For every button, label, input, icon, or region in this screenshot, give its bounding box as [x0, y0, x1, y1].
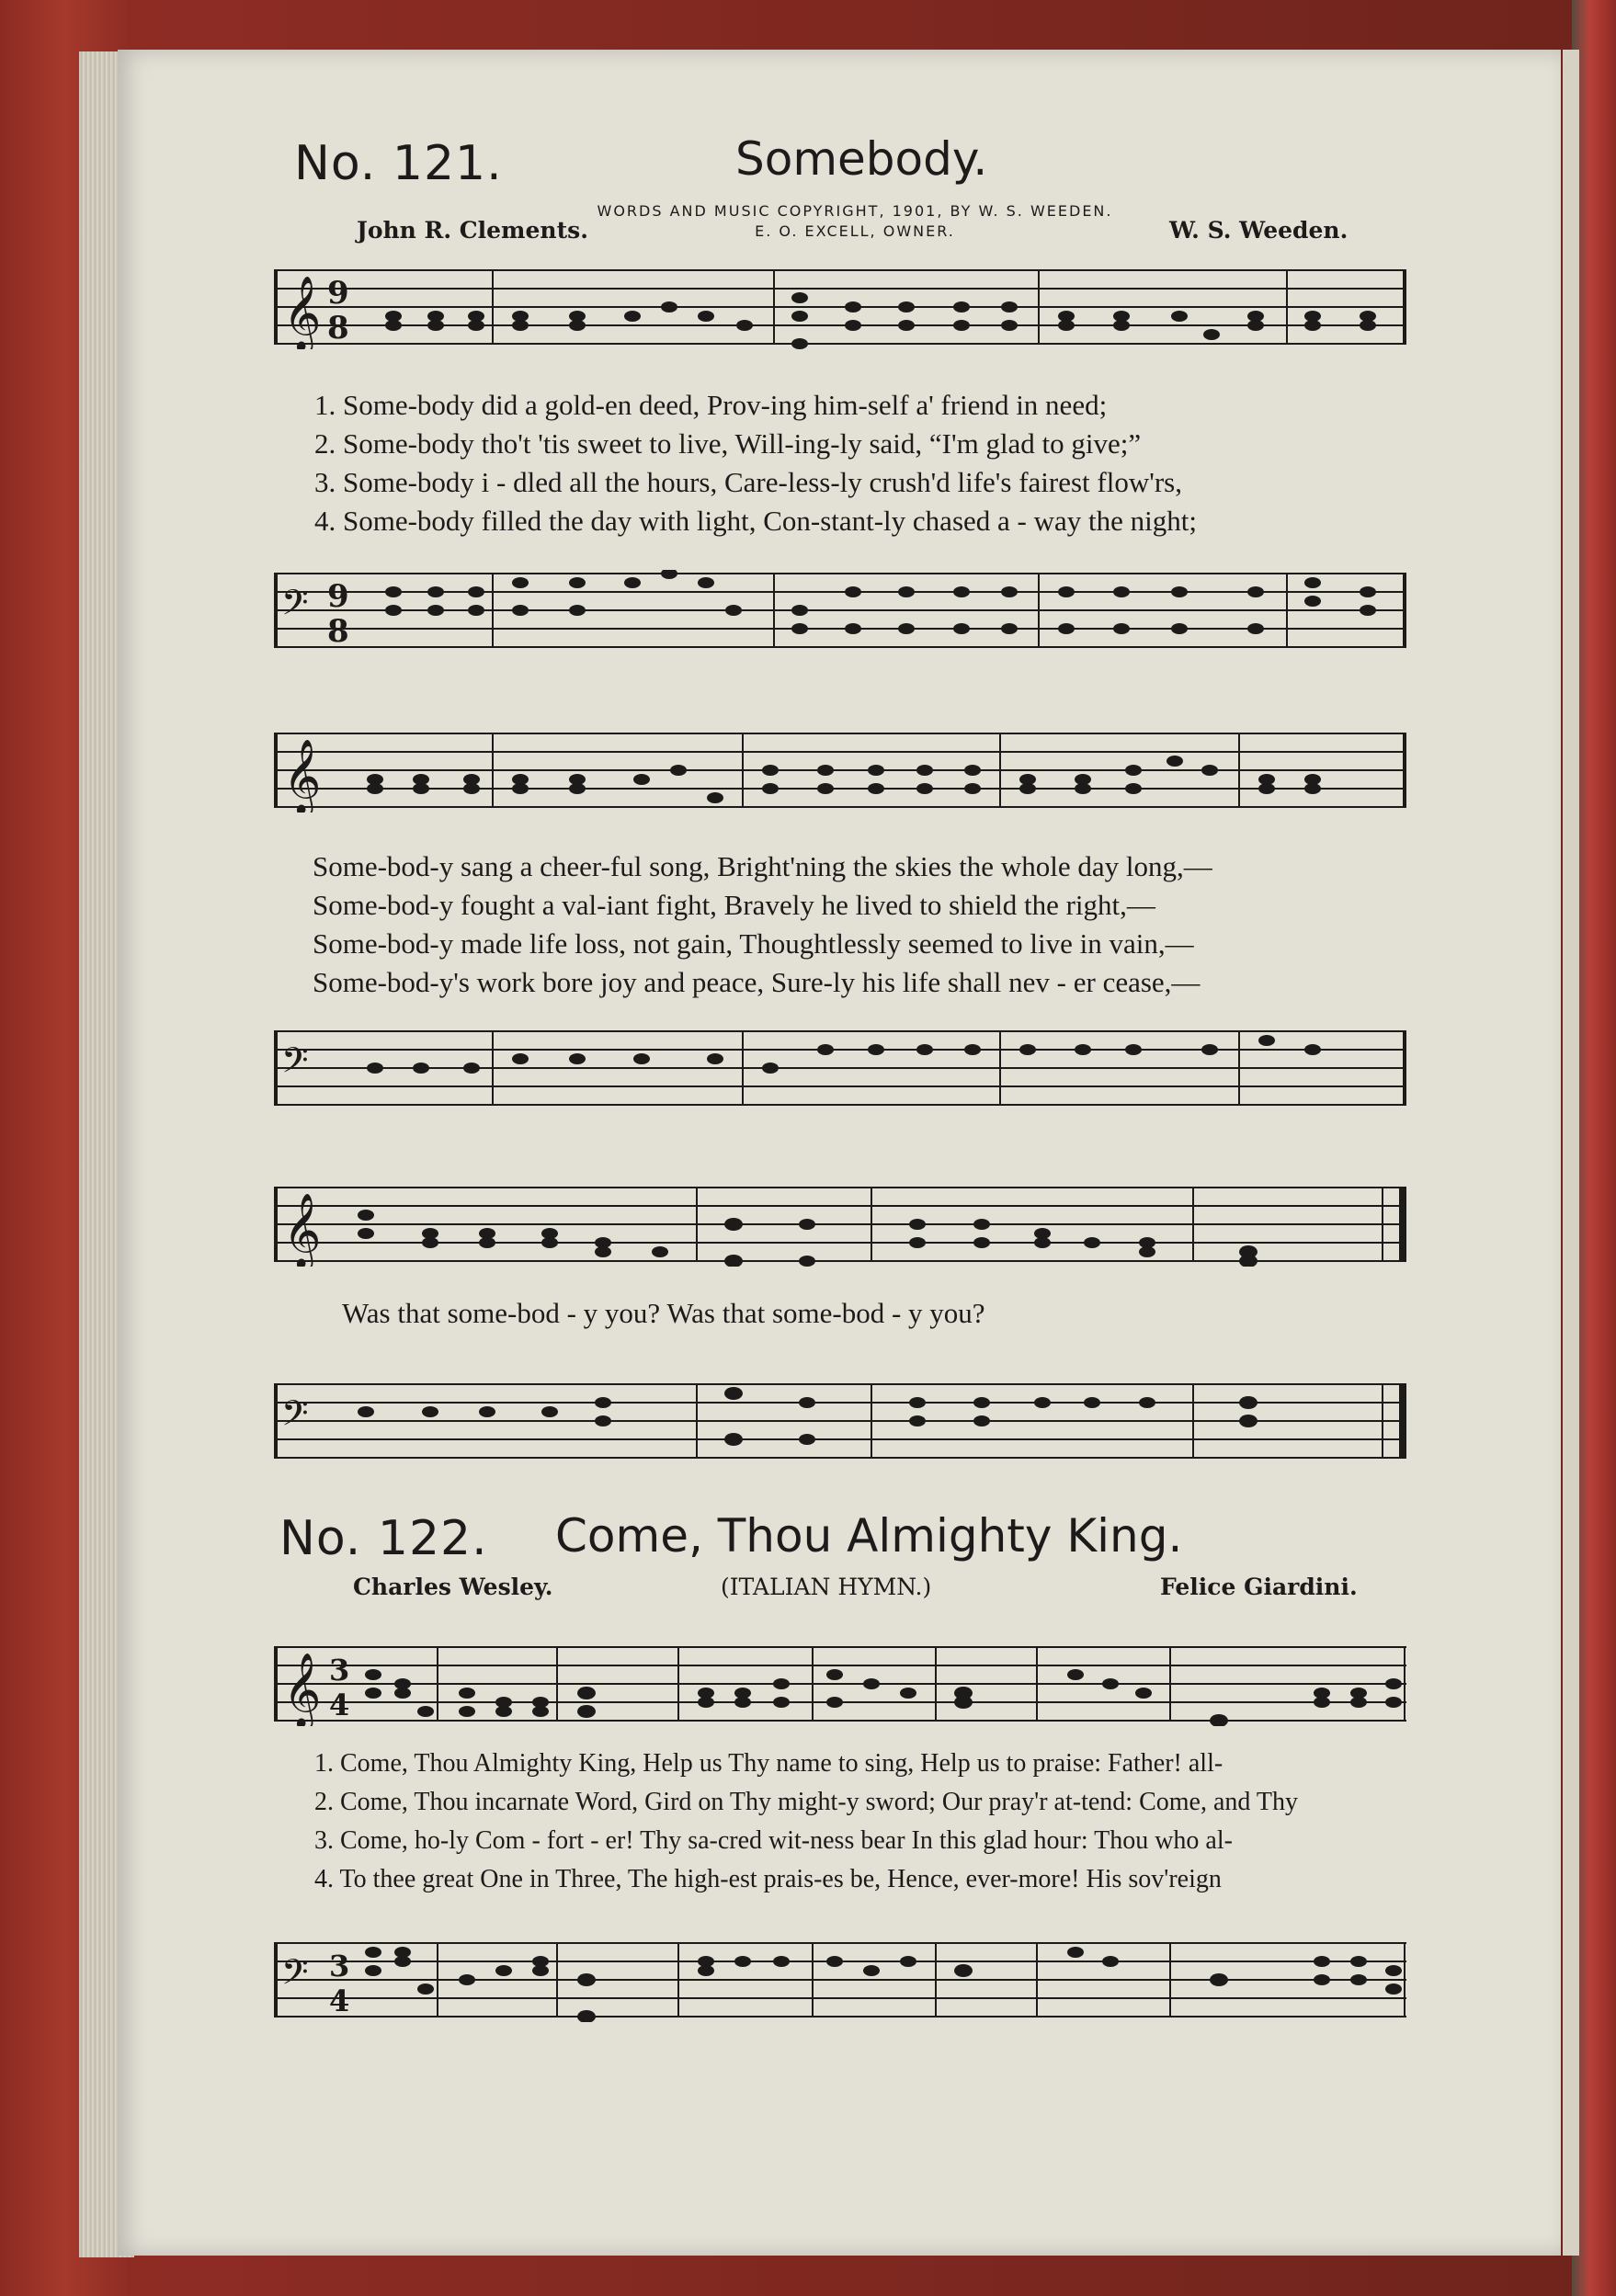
hymnal-page — [118, 50, 1561, 2256]
hymn-121-refrain-line-3: Some-bod-y made life loss, not gain, Thoughtlessly seemed to live in vain,— — [313, 927, 1194, 960]
hymn-121-treble-staff-1 — [274, 267, 1406, 349]
svg-text:𝄞: 𝄞 — [283, 738, 322, 813]
svg-text:𝄢: 𝄢 — [281, 1040, 309, 1089]
svg-text:3: 3 — [329, 1949, 350, 1983]
hymn-121-author: John R. Clements. — [357, 217, 588, 244]
hymn-121-refrain-line-2: Some-bod-y fought a val-iant fight, Bravely he lived to shield the right,— — [313, 889, 1155, 921]
svg-text:𝄞: 𝄞 — [283, 1192, 322, 1267]
svg-text:9: 9 — [327, 578, 349, 615]
svg-text:𝄢: 𝄢 — [281, 1951, 309, 2001]
svg-text:8: 8 — [327, 613, 349, 650]
hymn-121-ending: Was that some-bod - y you? Was that some-bod - y you? — [342, 1297, 985, 1329]
svg-text:3: 3 — [329, 1653, 350, 1688]
hymn-122-author: Charles Wesley. — [353, 1574, 553, 1600]
hymn-121-owner: E. O. EXCELL, OWNER. — [755, 222, 955, 240]
hymn-121-bass-staff-2 — [274, 1028, 1406, 1110]
hymn-121-composer: W. S. Weeden. — [1169, 217, 1349, 244]
svg-text:4: 4 — [329, 1688, 350, 1722]
svg-text:𝄞: 𝄞 — [283, 275, 322, 349]
hymn-121-verse-3: 3. Some-body i - dled all the hours, Care-less-ly crush'd life's fairest flow'rs, — [314, 466, 1182, 498]
facing-page-edge — [1563, 50, 1579, 2256]
svg-text:𝄢: 𝄢 — [281, 582, 309, 631]
hymn-121-title: Somebody. — [735, 132, 988, 186]
hymn-121-bass-staff-1 — [274, 570, 1406, 653]
hymn-122-verse-4: 4. To thee great One in Three, The high-est prais-es be, Hence, ever-more! His sov'reign — [314, 1865, 1222, 1893]
hymn-121-number: No. 121. — [294, 136, 503, 191]
svg-text:4: 4 — [329, 1983, 350, 2018]
hymn-121-copyright: WORDS AND MUSIC COPYRIGHT, 1901, BY W. S. WEEDEN. — [597, 202, 1113, 220]
hymn-122-verse-1: 1. Come, Thou Almighty King, Help us Thy name to sing, Help us to praise: Father! all- — [314, 1749, 1223, 1778]
hymn-121-verse-1: 1. Some-body did a gold-en deed, Prov-ing him-self a' friend in need; — [314, 389, 1108, 421]
svg-text:8: 8 — [327, 310, 349, 347]
hymn-121-treble-staff-3 — [274, 1184, 1406, 1267]
hymn-121-verse-2: 2. Some-body tho't 'tis sweet to live, Will-ing-ly said, “I'm glad to give;” — [314, 427, 1142, 460]
svg-text:𝄢: 𝄢 — [281, 1392, 309, 1442]
svg-text:9: 9 — [327, 275, 349, 312]
hymn-122-composer: Felice Giardini. — [1160, 1574, 1358, 1600]
hymn-121-bass-staff-3 — [274, 1381, 1406, 1463]
hymn-122-number: No. 122. — [279, 1511, 488, 1566]
hymn-122-verse-2: 2. Come, Thou incarnate Word, Gird on Thy might-y sword; Our pray'r at-tend: Come, and Thy — [314, 1788, 1298, 1816]
hymn-121-verse-4: 4. Some-body filled the day with light, Con-stant-ly chased a - way the night; — [314, 505, 1197, 537]
hymn-121-treble-staff-2 — [274, 730, 1406, 813]
hymn-122-title: Come, Thou Almighty King. — [555, 1509, 1183, 1563]
hymn-122-treble-staff — [274, 1643, 1406, 1726]
hymn-122-tune: (ITALIAN HYMN.) — [721, 1574, 932, 1600]
hymn-121-refrain-line-1: Some-bod-y sang a cheer-ful song, Bright'ning the skies the whole day long,— — [313, 850, 1212, 882]
svg-text:𝄞: 𝄞 — [283, 1652, 322, 1726]
hymn-122-verse-3: 3. Come, ho-ly Com - fort - er! Thy sa-cred wit-ness bear In this glad hour: Thou who al- — [314, 1826, 1233, 1855]
hymn-121-refrain-line-4: Some-bod-y's work bore joy and peace, Sure-ly his life shall nev - er cease,— — [313, 966, 1201, 998]
hymn-122-bass-staff — [274, 1939, 1406, 2022]
